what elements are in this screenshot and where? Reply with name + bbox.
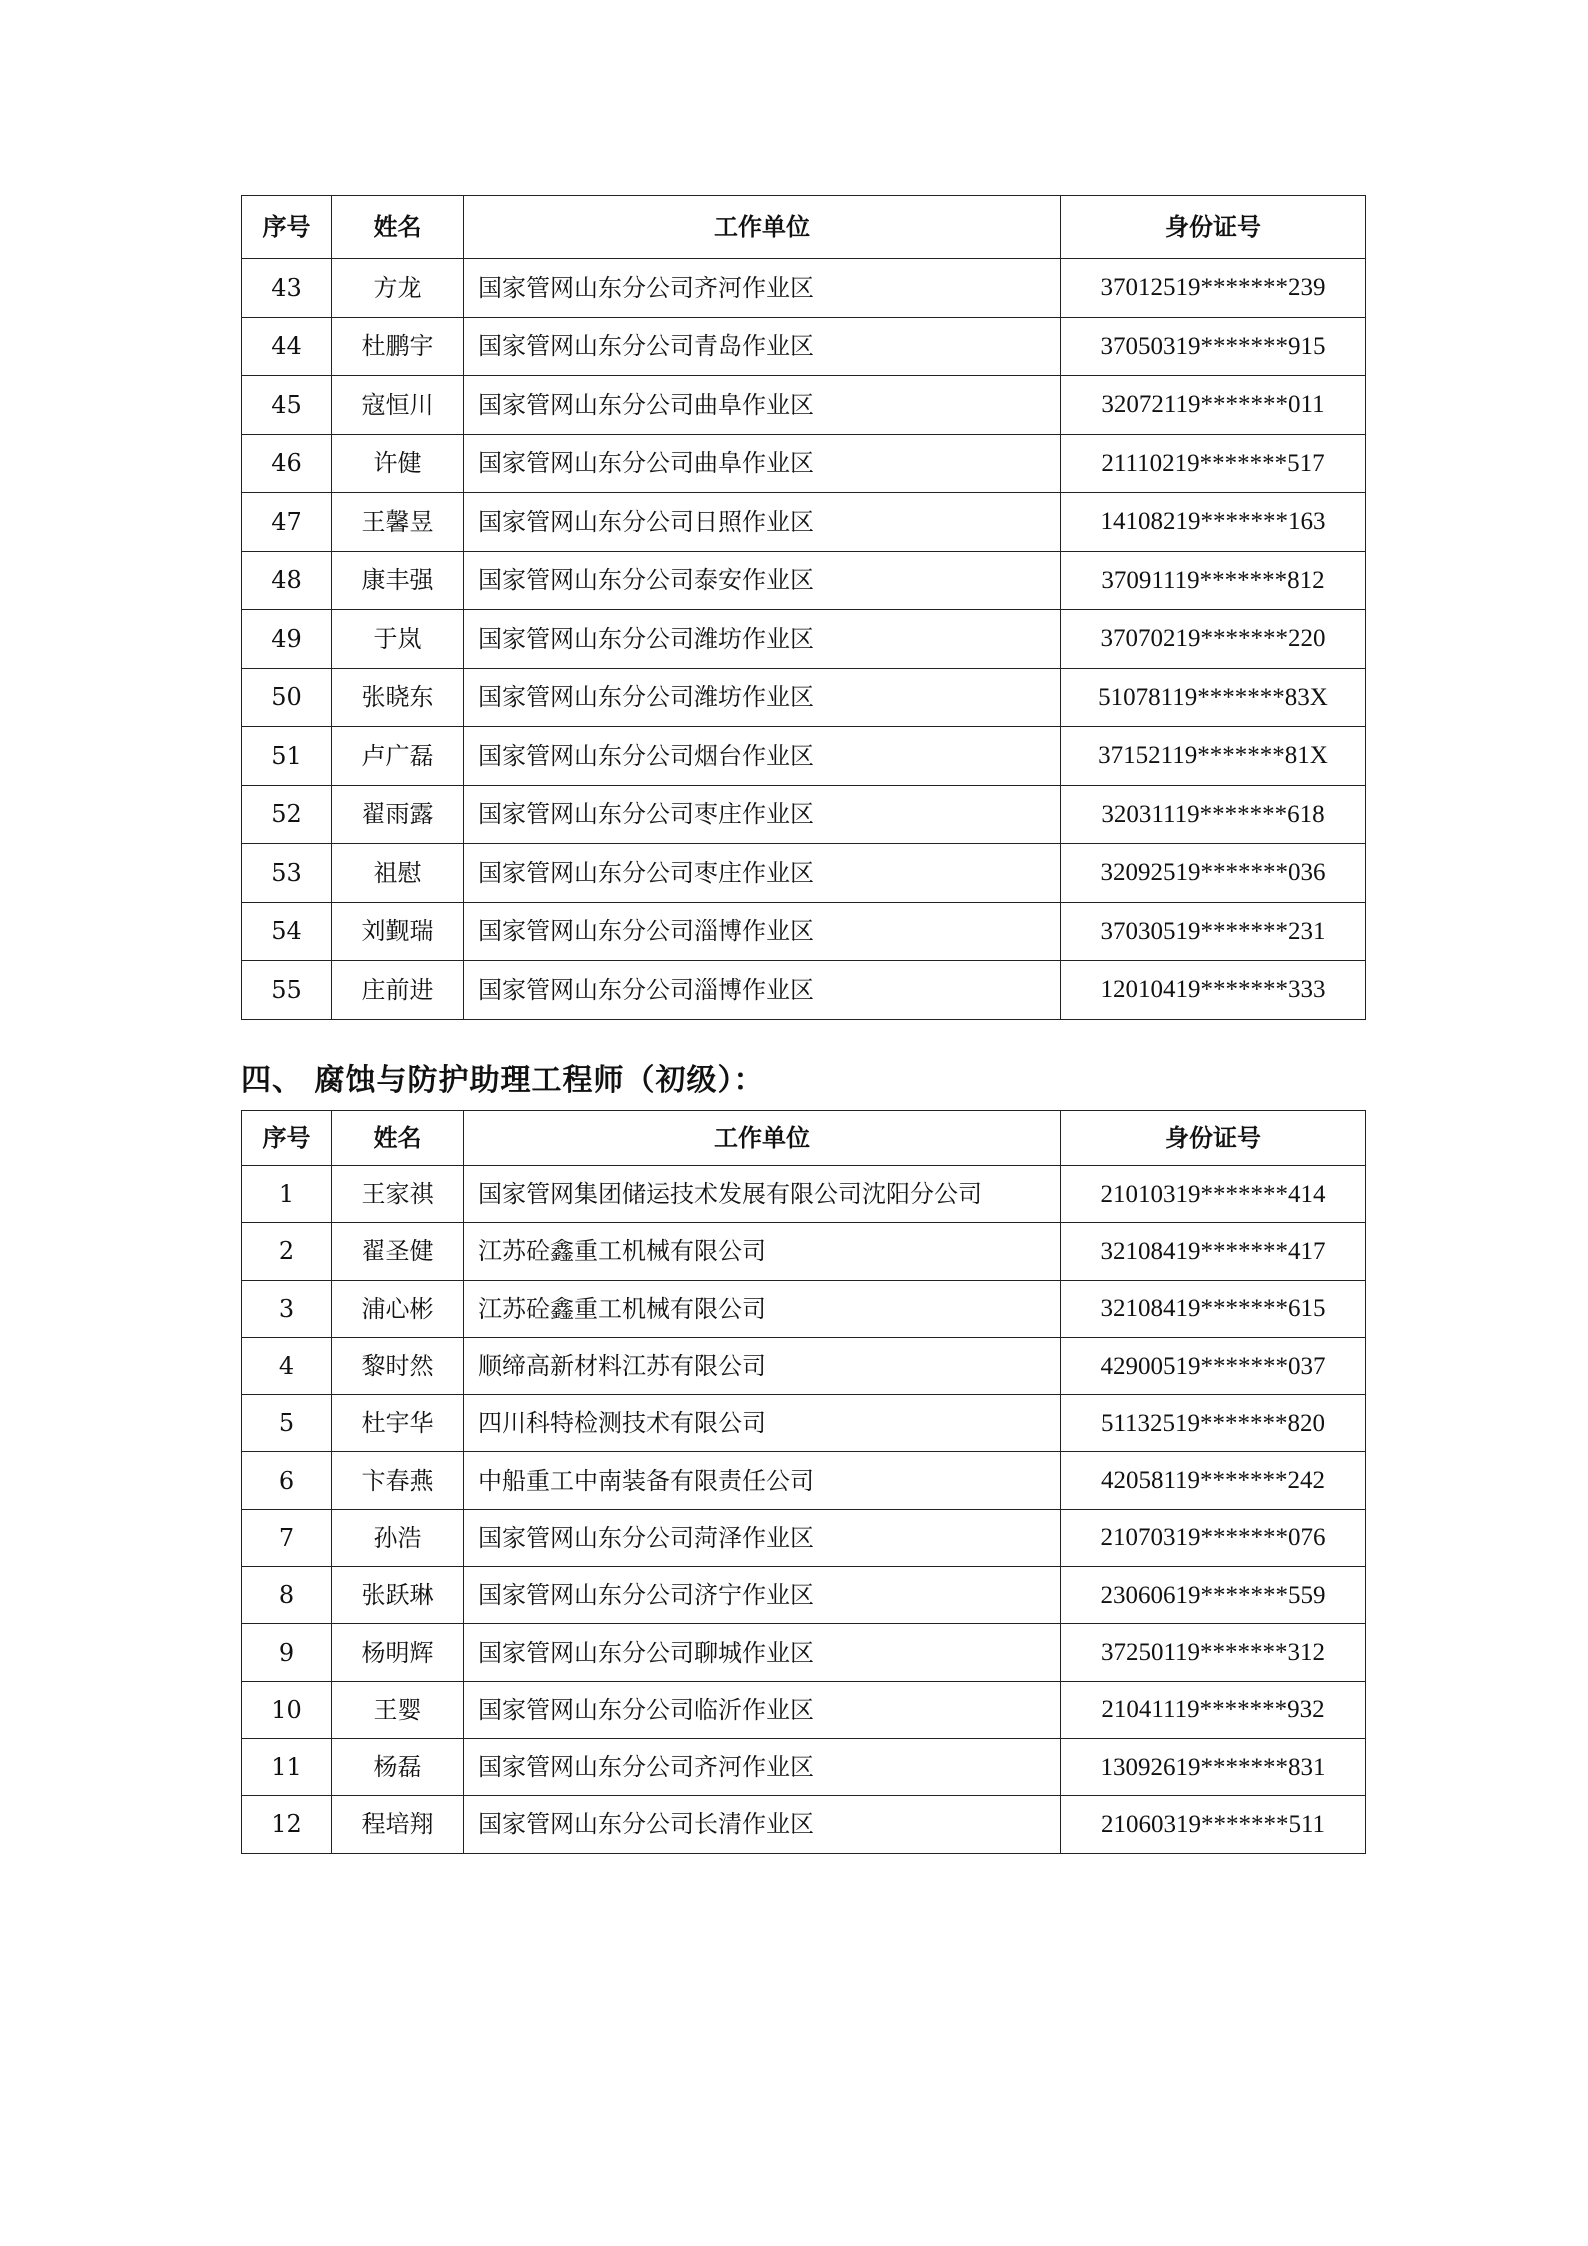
cell-id-number: 14108219*******163 (1061, 493, 1366, 552)
cell-id-number: 21041119*******932 (1061, 1681, 1366, 1738)
cell-seq: 51 (242, 727, 332, 786)
table-row (242, 1509, 1366, 1566)
cell-name: 方龙 (332, 259, 464, 318)
table-row (242, 434, 1366, 493)
cell-name: 浦心彬 (332, 1280, 464, 1337)
section-heading: 四、 腐蚀与防护助理工程师（初级）： (241, 1063, 765, 1098)
roster-table-assistant-engineer (241, 1110, 1366, 1854)
cell-unit: 国家管网集团储运技术发展有限公司沈阳分公司 (464, 1166, 1061, 1223)
cell-name: 王家祺 (332, 1166, 464, 1223)
cell-id-number: 32108419*******417 (1061, 1223, 1366, 1280)
cell-id-number: 37012519*******239 (1061, 259, 1366, 318)
table-row (242, 902, 1366, 961)
cell-unit: 国家管网山东分公司枣庄作业区 (464, 785, 1061, 844)
cell-seq: 44 (242, 317, 332, 376)
table-row (242, 668, 1366, 727)
table-body (242, 259, 1366, 1020)
cell-unit: 国家管网山东分公司济宁作业区 (464, 1567, 1061, 1624)
table-row (242, 1452, 1366, 1509)
cell-id-number: 13092619*******831 (1061, 1738, 1366, 1795)
header-id: 身份证号 (1061, 1111, 1366, 1166)
cell-unit: 国家管网山东分公司泰安作业区 (464, 551, 1061, 610)
cell-seq: 49 (242, 610, 332, 669)
cell-seq: 50 (242, 668, 332, 727)
cell-id-number: 32072119*******011 (1061, 376, 1366, 435)
cell-unit: 国家管网山东分公司曲阜作业区 (464, 376, 1061, 435)
cell-name: 卞春燕 (332, 1452, 464, 1509)
cell-name: 张晓东 (332, 668, 464, 727)
table-row (242, 1681, 1366, 1738)
cell-unit: 江苏砼鑫重工机械有限公司 (464, 1280, 1061, 1337)
cell-seq: 11 (242, 1738, 332, 1795)
cell-id-number: 37152119*******81X (1061, 727, 1366, 786)
cell-name: 程培翔 (332, 1796, 464, 1853)
cell-seq: 43 (242, 259, 332, 318)
cell-seq: 9 (242, 1624, 332, 1681)
cell-seq: 2 (242, 1223, 332, 1280)
table-row (242, 844, 1366, 903)
cell-seq: 53 (242, 844, 332, 903)
cell-name: 康丰强 (332, 551, 464, 610)
cell-unit: 国家管网山东分公司烟台作业区 (464, 727, 1061, 786)
cell-id-number: 21070319*******076 (1061, 1509, 1366, 1566)
cell-id-number: 51132519*******820 (1061, 1395, 1366, 1452)
cell-name: 杨磊 (332, 1738, 464, 1795)
cell-seq: 4 (242, 1337, 332, 1394)
cell-seq: 54 (242, 902, 332, 961)
table-row (242, 317, 1366, 376)
cell-id-number: 32092519*******036 (1061, 844, 1366, 903)
cell-name: 杜鹏宇 (332, 317, 464, 376)
table-row (242, 1624, 1366, 1681)
table-body (242, 1166, 1366, 1854)
cell-name: 寇恒川 (332, 376, 464, 435)
cell-name: 庄前进 (332, 961, 464, 1020)
cell-seq: 8 (242, 1567, 332, 1624)
cell-name: 王婴 (332, 1681, 464, 1738)
header-seq: 序号 (242, 196, 332, 259)
cell-unit: 国家管网山东分公司菏泽作业区 (464, 1509, 1061, 1566)
cell-unit: 顺缔高新材料江苏有限公司 (464, 1337, 1061, 1394)
cell-seq: 45 (242, 376, 332, 435)
cell-name: 王馨昱 (332, 493, 464, 552)
table-row (242, 1738, 1366, 1795)
cell-seq: 10 (242, 1681, 332, 1738)
cell-id-number: 23060619*******559 (1061, 1567, 1366, 1624)
cell-id-number: 51078119*******83X (1061, 668, 1366, 727)
header-seq: 序号 (242, 1111, 332, 1166)
table-row (242, 1280, 1366, 1337)
cell-unit: 国家管网山东分公司曲阜作业区 (464, 434, 1061, 493)
table-row (242, 376, 1366, 435)
cell-name: 卢广磊 (332, 727, 464, 786)
cell-id-number: 42900519*******037 (1061, 1337, 1366, 1394)
cell-seq: 1 (242, 1166, 332, 1223)
cell-seq: 12 (242, 1796, 332, 1853)
cell-name: 于岚 (332, 610, 464, 669)
table-row (242, 1337, 1366, 1394)
cell-id-number: 37070219*******220 (1061, 610, 1366, 669)
cell-unit: 国家管网山东分公司临沂作业区 (464, 1681, 1061, 1738)
cell-id-number: 37050319*******915 (1061, 317, 1366, 376)
table-row (242, 727, 1366, 786)
cell-unit: 国家管网山东分公司枣庄作业区 (464, 844, 1061, 903)
header-unit: 工作单位 (464, 196, 1061, 259)
table-row (242, 1395, 1366, 1452)
header-name: 姓名 (332, 196, 464, 259)
cell-unit: 四川科特检测技术有限公司 (464, 1395, 1061, 1452)
table-row (242, 551, 1366, 610)
cell-seq: 55 (242, 961, 332, 1020)
cell-name: 祖慰 (332, 844, 464, 903)
cell-id-number: 21060319*******511 (1061, 1796, 1366, 1853)
cell-unit: 国家管网山东分公司长清作业区 (464, 1796, 1061, 1853)
cell-name: 黎时然 (332, 1337, 464, 1394)
cell-seq: 46 (242, 434, 332, 493)
cell-unit: 国家管网山东分公司潍坊作业区 (464, 610, 1061, 669)
table-row (242, 610, 1366, 669)
cell-id-number: 37250119*******312 (1061, 1624, 1366, 1681)
cell-unit: 国家管网山东分公司淄博作业区 (464, 961, 1061, 1020)
cell-id-number: 21110219*******517 (1061, 434, 1366, 493)
cell-name: 杜宇华 (332, 1395, 464, 1452)
cell-unit: 国家管网山东分公司日照作业区 (464, 493, 1061, 552)
roster-table-continued (241, 195, 1366, 1020)
cell-seq: 48 (242, 551, 332, 610)
table-row (242, 961, 1366, 1020)
table-row (242, 785, 1366, 844)
cell-seq: 6 (242, 1452, 332, 1509)
cell-unit: 国家管网山东分公司淄博作业区 (464, 902, 1061, 961)
cell-id-number: 32108419*******615 (1061, 1280, 1366, 1337)
cell-seq: 5 (242, 1395, 332, 1452)
table-row (242, 493, 1366, 552)
cell-id-number: 32031119*******618 (1061, 785, 1366, 844)
cell-id-number: 21010319*******414 (1061, 1166, 1366, 1223)
cell-id-number: 37030519*******231 (1061, 902, 1366, 961)
cell-seq: 3 (242, 1280, 332, 1337)
cell-unit: 江苏砼鑫重工机械有限公司 (464, 1223, 1061, 1280)
cell-seq: 47 (242, 493, 332, 552)
header-id: 身份证号 (1061, 196, 1366, 259)
cell-name: 刘觐瑞 (332, 902, 464, 961)
header-unit: 工作单位 (464, 1111, 1061, 1166)
cell-name: 翟圣健 (332, 1223, 464, 1280)
cell-name: 杨明辉 (332, 1624, 464, 1681)
cell-name: 翟雨露 (332, 785, 464, 844)
header-name: 姓名 (332, 1111, 464, 1166)
cell-unit: 国家管网山东分公司齐河作业区 (464, 259, 1061, 318)
table-row (242, 1567, 1366, 1624)
cell-unit: 中船重工中南装备有限责任公司 (464, 1452, 1061, 1509)
cell-name: 张跃琳 (332, 1567, 464, 1624)
cell-id-number: 37091119*******812 (1061, 551, 1366, 610)
table-header-row (242, 1111, 1366, 1166)
cell-name: 许健 (332, 434, 464, 493)
table-row (242, 1166, 1366, 1223)
cell-unit: 国家管网山东分公司齐河作业区 (464, 1738, 1061, 1795)
cell-id-number: 42058119*******242 (1061, 1452, 1366, 1509)
cell-unit: 国家管网山东分公司聊城作业区 (464, 1624, 1061, 1681)
cell-id-number: 12010419*******333 (1061, 961, 1366, 1020)
cell-seq: 52 (242, 785, 332, 844)
cell-unit: 国家管网山东分公司潍坊作业区 (464, 668, 1061, 727)
table-row (242, 259, 1366, 318)
cell-name: 孙浩 (332, 1509, 464, 1566)
table-header-row (242, 196, 1366, 259)
cell-unit: 国家管网山东分公司青岛作业区 (464, 317, 1061, 376)
table-row (242, 1223, 1366, 1280)
table-row (242, 1796, 1366, 1853)
cell-seq: 7 (242, 1509, 332, 1566)
